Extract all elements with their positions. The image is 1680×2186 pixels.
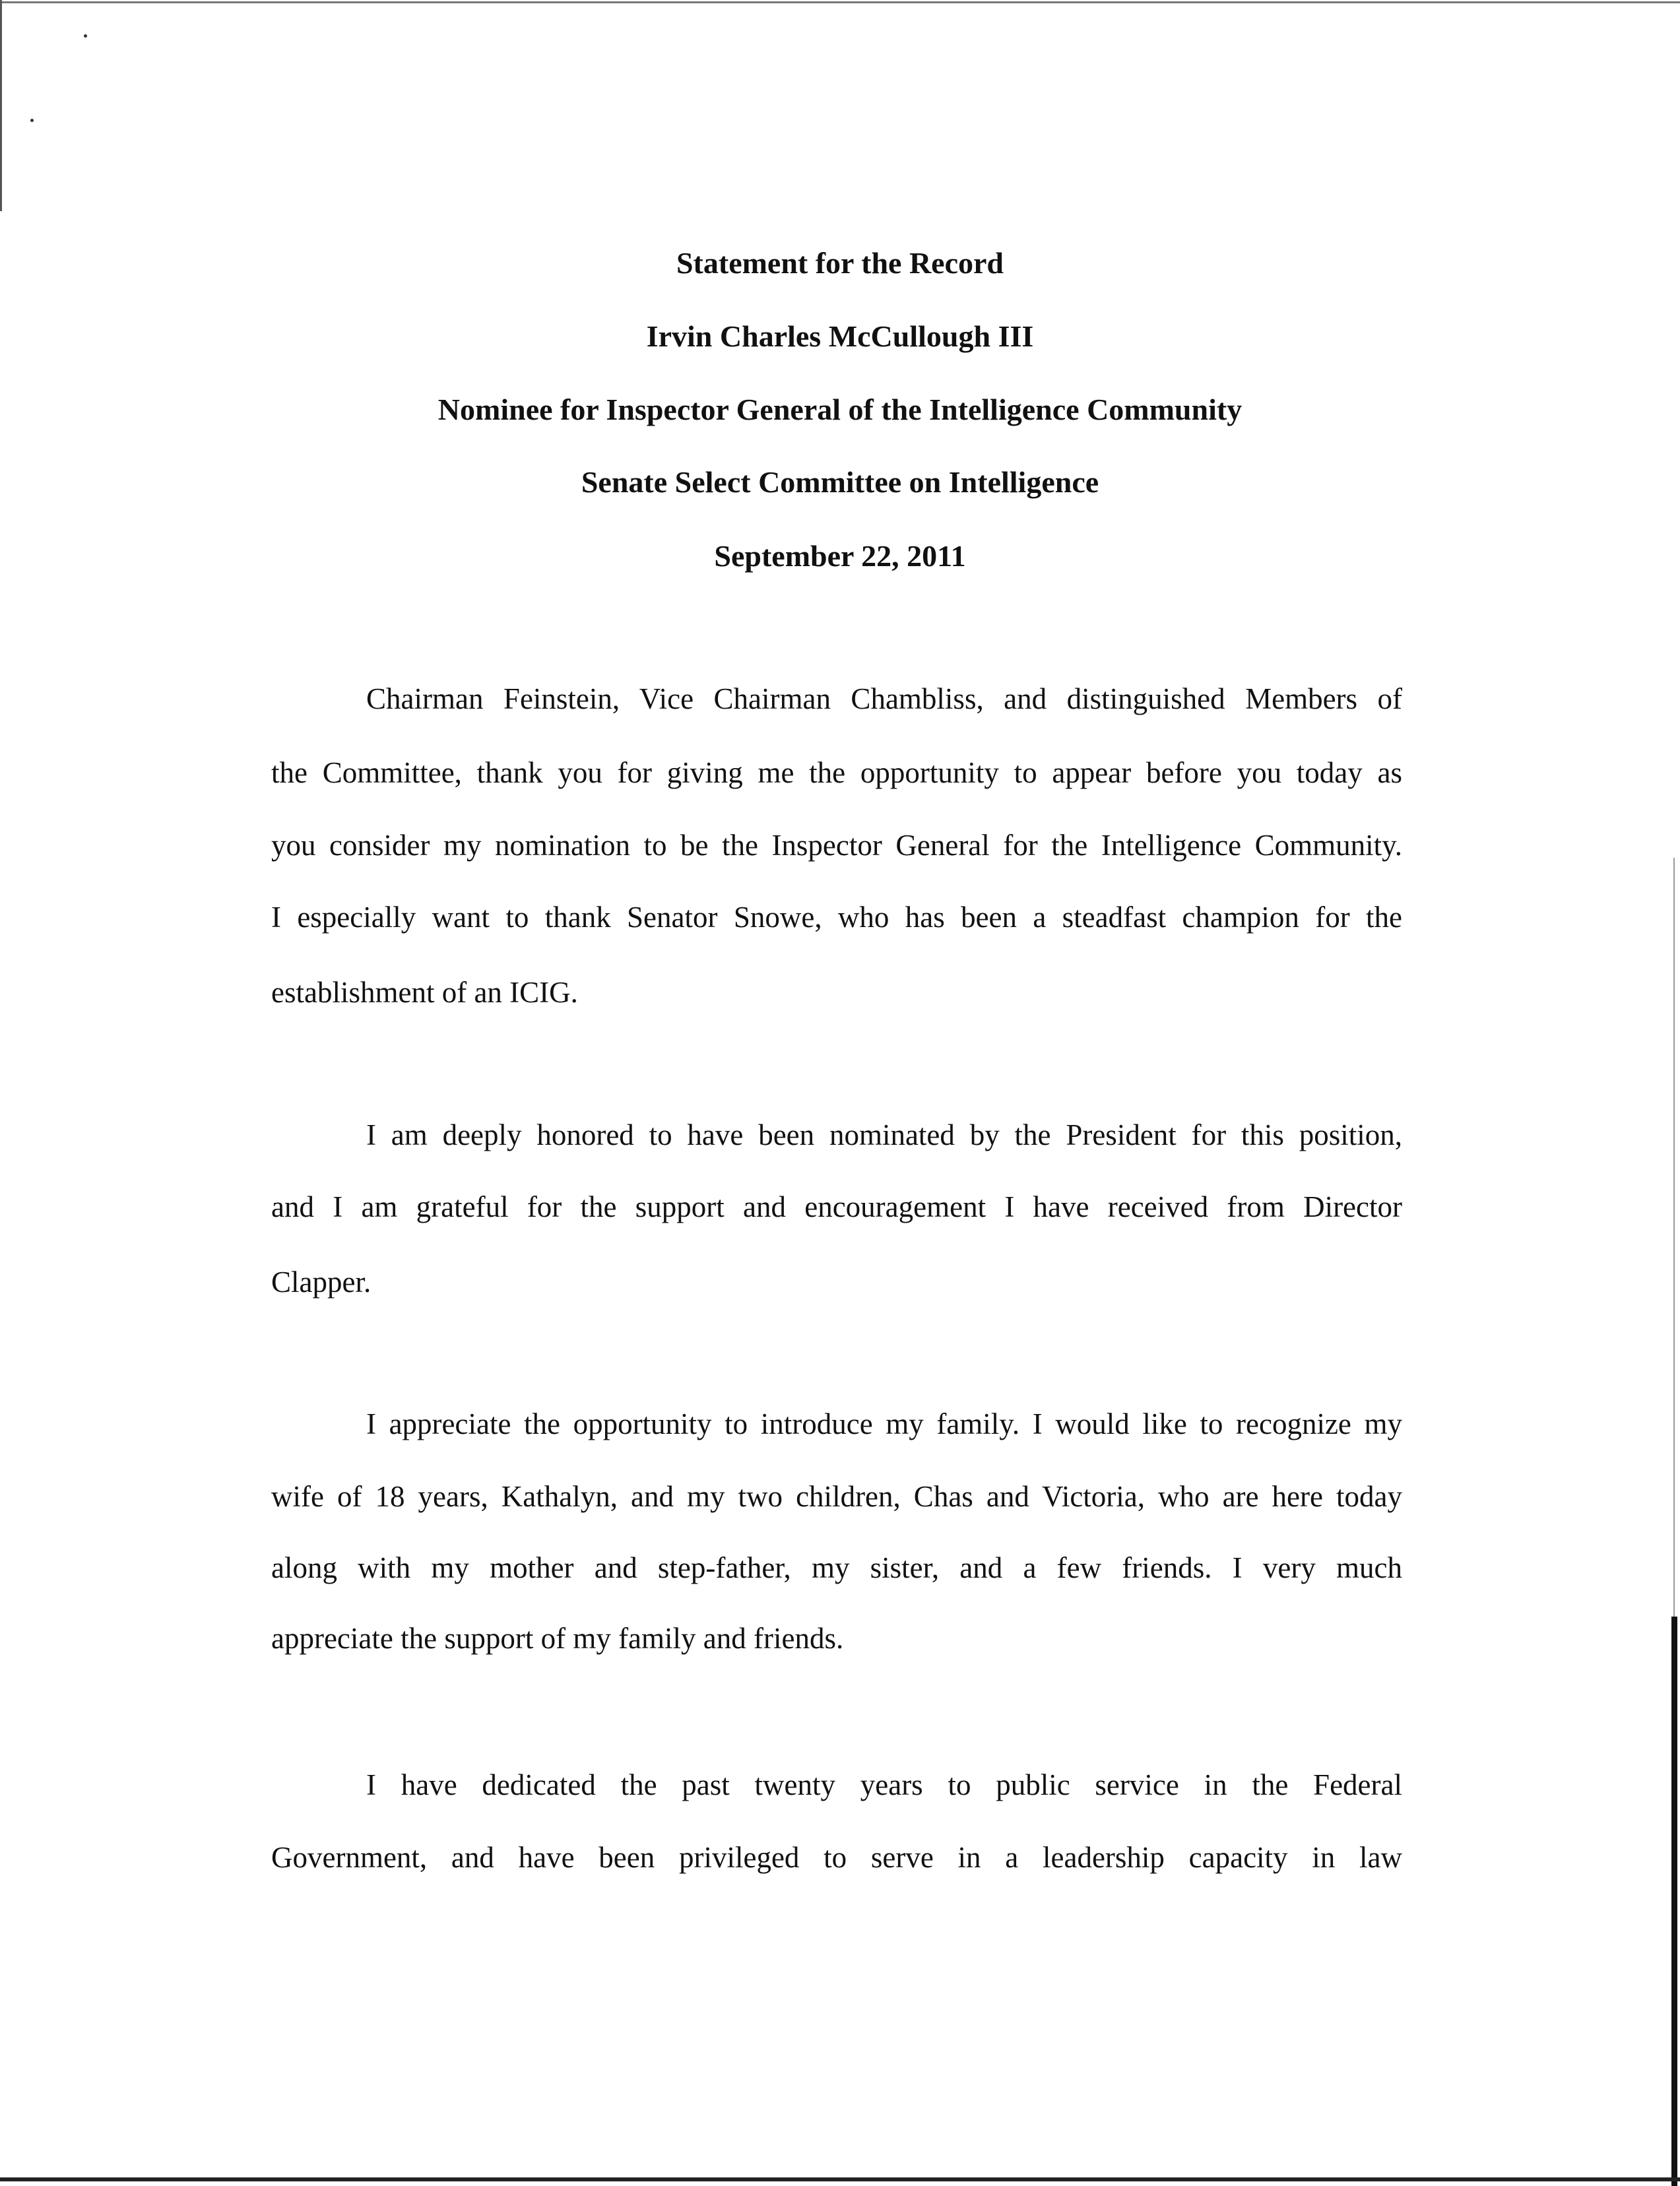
scan-edge-bottom (0, 2177, 1680, 2181)
paragraph-line: I have dedicated the past twenty years to public service in the Federal (366, 1768, 1402, 1801)
paragraph-line: I am deeply honored to have been nominated by the President for this position, (366, 1118, 1402, 1151)
document-title: Statement for the Record (676, 246, 1004, 280)
paragraph-line: Government, and have been privileged to serve in a leadership capacity in law (271, 1841, 1402, 1874)
paragraph-line: wife of 18 years, Kathalyn, and my two children, Chas and Victoria, who are here today (271, 1480, 1402, 1513)
paragraph-line: appreciate the support of my family and friends. (271, 1622, 844, 1655)
paragraph-line: along with my mother and step-father, my sister, and a few friends. I very much (271, 1551, 1402, 1584)
paragraph-line: and I am grateful for the support and encouragement I have received from Director (271, 1190, 1402, 1223)
scan-speck (84, 34, 87, 38)
paragraph-line: I especially want to thank Senator Snowe, who has been a steadfast champion for the (271, 901, 1402, 934)
committee-name: Senate Select Committee on Intelligence (581, 465, 1099, 499)
paragraph-line: Chairman Feinstein, Vice Chairman Chambliss, and distinguished Members of (366, 682, 1402, 715)
paragraph-line: establishment of an ICIG. (271, 976, 578, 1009)
paragraph-line: I appreciate the opportunity to introduce my family. I would like to recognize my (366, 1407, 1402, 1440)
statement-date: September 22, 2011 (714, 539, 966, 573)
paragraph-line: Clapper. (271, 1266, 372, 1299)
paragraph-line: the Committee, thank you for giving me the opportunity to appear before you today as (271, 756, 1402, 789)
paragraph-line: you consider my nomination to be the Inspector General for the Intelligence Community. (271, 829, 1402, 862)
nominee-name: Irvin Charles McCullough III (646, 319, 1034, 353)
scan-edge-right (1671, 1617, 1677, 2186)
scan-speck (30, 119, 34, 122)
scan-edge-left (0, 0, 2, 211)
nominee-position: Nominee for Inspector General of the Intelligence Community (437, 393, 1243, 426)
scan-edge-top (0, 1, 1680, 3)
scan-edge-right-thin (1673, 858, 1675, 1617)
